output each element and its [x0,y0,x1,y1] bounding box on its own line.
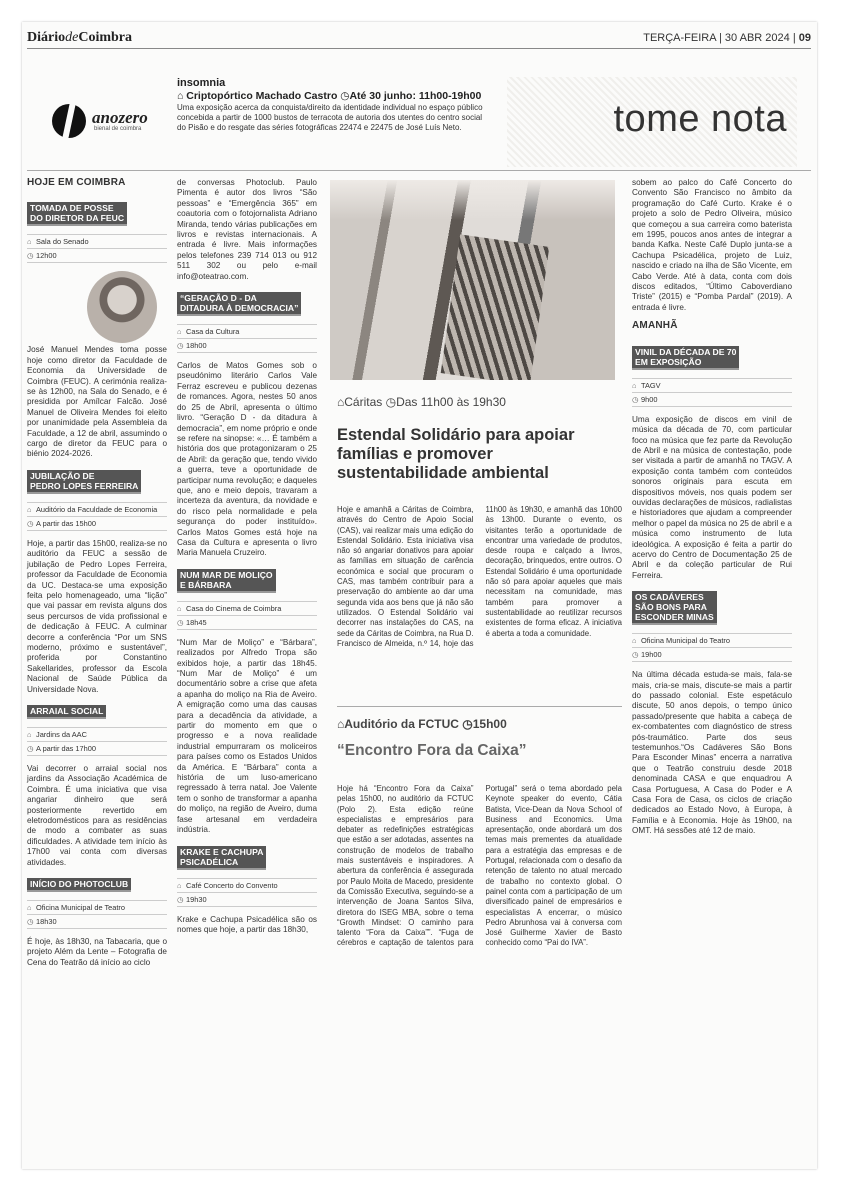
newspaper-page [22,22,817,1169]
location-icon: ⌂ [27,729,32,739]
event-time: ◷ 18h30 [27,914,167,929]
location-icon: ⌂ [177,603,182,613]
issue-date: TERÇA-FEIRA | 30 ABR 2024 | 09 [643,32,811,44]
second-article-headline: “Encontro Fora da Caixa” [337,742,527,759]
location-icon: ⌂ [337,717,345,731]
newspaper-logo: DiáriodeCoimbra [27,30,132,45]
event-time: ◷ 9h00 [632,392,792,407]
event-venue: ⌂ Oficina Municipal de Teatro [27,900,167,914]
feature-body: Hoje e amanhã a Cáritas de Coimbra, através do Centro de Apoio Social (CAS), vai realizar mais uma edição do Estendal Solidário. Esta iniciativa visa não só angariar donativos para apoiar as famílias em situação de carência económica e social que procuram o CAS, mas também contribuir para a preservação do ambiente ao dar uma segunda vida aos bens que já não são utilizados. O Estendal Solidário vai decorrer nas instalações do CAS, na sede da Cáritas de Coimbra, na Rua D. Francisco de Almeida, n.º 14, hoje das 11h00 às 19h30, e amanhã das 10h00 às 13h00. Durante o evento, os visitantes terão a oportunidade de encontrar uma variedade de produtos, desde roupa e calçado a livros, decoração, brinquedos, entre outros. O Estendal Solidário é uma oportunidade não só para apoiar aqueles que mais necessitam na comunidade, mas também para promover a sustentabilidade ao reutilizar recursos existentes de forma eficaz. A iniciativa é aberta a toda a comunidade. [337,505,622,648]
clock-icon: ◷ [340,90,350,102]
event-time: ◷ 19h00 [632,647,792,662]
event-time: ◷ 12h00 [27,248,167,263]
anozero-subtitle: bienal de coimbra [94,126,142,132]
event-text: de conversas Photoclub. Paulo Pimenta é autor dos livros “São pessoas” e “Emergência 365” em coautoria com o fotojornalista Adriano Miranda, tendo várias publicações em livros e revistas internacionais. A entrada é livre. Mais informações pelos telefones 239 714 013 ou 912 511 302 ou pelo e-mail info@oteatrao.com. [177,178,317,281]
masthead-rule [27,48,811,49]
article-divider [337,706,622,707]
column-2 [177,178,317,939]
feature-photo [330,180,615,380]
column-1 [27,178,167,972]
event-label-vinil: VINIL DA DÉCADA DE 70 EM EXPOSIÇÃO [632,346,739,370]
event-text: Na última década estuda-se mais, fala-se mais, cria-se mais, discute-se mais a partir do passado colonial. Este espetáculo discute, 50 anos depois, o tempo único passado/presente que habita a cabeça de ex-combatentes com diagnóstico de stress pós-traumático. Parte dos seus testemunhos.“Os Cadáveres São Bons Para Esconder Minas” encerra a narrativa que o Teatrão construiu desde 2018 denominada CASA e que enquadrou A Casa Portuguesa, A Casa do Poder e A Casa Fora de Casa, os ciclos de criação dedicados ao Estado Novo, à Europa, à Família e à Economia. Hoje às 19h00, na OMT. Há sessões até 12 de maio. [632,670,792,836]
event-label-krake: KRAKE E CACHUPA PSICADÉLICA [177,846,266,870]
clock-icon: ◷ [177,894,184,904]
column-4 [632,178,792,841]
clock-icon: ◷ [632,394,639,404]
clock-icon: ◷ [385,395,397,409]
feature-meta: ⌂Cáritas ◷Das 11h00 às 19h30 [337,395,506,409]
event-label-geracao-d: “GERAÇÃO D - DA DITADURA À DEMOCRACIA” [177,292,301,316]
clock-icon: ◷ [27,251,34,261]
event-time: ◷ 19h30 [177,892,317,907]
page-number: 09 [798,32,811,44]
event-text: “Num Mar de Moliço” e “Bárbara”, realizados por Alfredo Tropa são exibidos hoje, a partir das 18h45. “Num Mar de Moliço” é um documentário sobre a crise que afeta a apanha do moliço na Ria de Aveiro. A emigração como uma das causas para a decadência da atividade, a partir do momento em que o progresso e a nova realidade industrial empurraram os moliceiros para países como os Estados Unidos da América. E “Bárbara” conta a história de um luso-americano regressado à terra natal. Joe Valente tem o sonho de transformar a apanha do moliço, na região de Aveiro, duma fase artesanal em verdadeira indústria. [177,637,317,835]
location-icon: ⌂ [632,380,637,390]
event-venue: ⌂ Casa do Cinema de Coimbra [177,601,317,615]
clock-icon: ◷ [177,617,184,627]
event-label-cadaveres: OS CADÁVERES SÃO BONS PARA ESCONDER MINAS [632,591,717,625]
event-text: sobem ao palco do Café Concerto do Convento São Francisco no âmbito da programação do Café Curto. Krake é o projeto a solo de Pedro Oliveira, músico que começou a sua carreira como baterista em 1995, poucos anos antes de integrar a banda Kafka. Neste Café Duplo junta-se a Cachupa Psicadélica, projeto de Luiz, nascido e criado na ilha de São Vicente, em Cabo Verde. Até à data, conta com dois discos editados, “Último Caboverdiano Triste” (2015) e “Pomba Pardal” (2019). A entrada é livre. [632,178,792,312]
event-text: José Manuel Mendes toma posse hoje como diretor da Faculdade de Economia da Universidade de Coimbra (FEUC). A cerimónia realiza-se às 12h00, na Sala do Senado, e é presidida por Amílcar Falcão. José Manuel de Oliveira Mendes foi eleito por unanimidade pela Assembleia da Faculdade, a 12 de abril, assumindo o cargo de diretor da FEUC para o biénio 2024-2026. [27,345,167,459]
clock-icon: ◷ [177,341,184,351]
feature-headline: Estendal Solidário para apoiar famílias e promover sustentabilidade ambiental [337,426,575,482]
event-time: ◷ 18h00 [177,338,317,353]
clock-icon: ◷ [632,650,639,660]
event-venue: ⌂ Sala do Senado [27,234,167,248]
event-text: Carlos de Matos Gomes sob o pseudónimo literário Carlos Vale Ferraz escreveu e publicou dezenas de romances. Agora, nestes 50 anos do 25 de Abril, apresenta o último livro. “Geração D - da ditadura à democracia”, em nome próprio e onde se refere na sinopse: «… É também a história dos que protagonizaram o 25 de Abril: da geração que, tendo vivido a guerra, teve a oportunidade de participar numa revolução; e daqueles que, ano e meio depois, travaram a incerteza da aventura, da novidade e do risco pela normalidade e pela segurança do poder instituído». Carlos Matos Gomes está hoje na Casa da Cultura e apresenta o livro Maria Manuela Cruzeiro. [177,361,317,558]
event-text: Vai decorrer o arraial social nos jardins da Associação Académica de Coimbra. É uma iniciativa que visa angariar dinheiro que será posteriormente revertido em eletrodomésticos para as residências de modo a combater as suas dificuldades. A atividade tem início às 17h00 vai conta com diversas atividades. [27,763,167,867]
event-venue: ⌂ TAGV [632,378,792,392]
location-icon: ⌂ [27,237,32,247]
event-text: É hoje, às 18h30, na Tabacaria, que o projeto Além da Lente – Fotografia de Cena do Teatrão dá início ao ciclo [27,937,167,967]
banner-category: insomnia [177,77,226,89]
event-label-arraial: ARRAIAL SOCIAL [27,705,106,719]
location-icon: ⌂ [337,395,345,409]
banner-headline: ⌂ Criptopórtico Machado Castro ◷Até 30 junho: 11h00-19h00 [177,90,482,102]
banner-text: Uma exposição acerca da conquista/direito da identidade individual no espaço público concebida a partir de 1000 bustos de terracota de autoria dos utentes do centro social do Pisão e do resgate das séries fotográficas 22474 e 22475 de José Luís Neto. [177,103,483,132]
portrait-photo [87,271,157,343]
event-venue: ⌂ Casa da Cultura [177,324,317,338]
event-venue: ⌂ Jardins da AAC [27,727,167,741]
event-label-molico: NUM MAR DE MOLIÇO E BÁRBARA [177,569,276,593]
section-amanha: AMANHÃ [632,320,678,332]
second-article-meta: ⌂Auditório da FCTUC ◷15h00 [337,717,507,731]
event-venue: ⌂ Café Concerto do Convento [177,878,317,892]
anozero-logo-icon [52,104,86,138]
location-icon: ⌂ [177,327,182,337]
clock-icon: ◷ [27,743,34,753]
anozero-brand: anozero [92,108,148,127]
event-venue: ⌂ Auditório da Faculdade de Economia [27,502,167,516]
location-icon: ⌂ [177,880,182,890]
event-label-photoclub: INÍCIO DO PHOTOCLUB [27,878,131,892]
location-icon: ⌂ [632,636,637,646]
event-time: ◷ 18h45 [177,615,317,630]
clock-icon: ◷ [27,917,34,927]
clock-icon: ◷ [462,717,473,731]
event-text: Krake e Cachupa Psicadélica são os nomes que hoje, a partir das 18h30, [177,914,317,934]
clock-icon: ◷ [27,518,34,528]
location-pin-icon: ⌂ [177,90,187,102]
event-time: ◷ A partir das 15h00 [27,516,167,531]
event-time: ◷ A partir das 17h00 [27,741,167,756]
location-icon: ⌂ [27,504,32,514]
event-label-jubilacao: JUBILAÇÃO DE PEDRO LOPES FERREIRA [27,470,141,494]
event-label-posse: TOMADA DE POSSE DO DIRETOR DA FEUC [27,202,127,226]
banner-rule [27,170,811,171]
event-venue: ⌂ Oficina Municipal do Teatro [632,633,792,647]
event-text: Uma exposição de discos em vinil de música da década de 70, com particular foco na música que fez parte da Revolução de Abril e na música de contestação, pode ser visitada a partir de amanhã no TAGV. A exposição conta também com conteúdos sonoros originais para escuta em dispositivos móveis, nos quais podem ser ouvidas declarações de músicos, radialistas e historiadores que ajudam a compreender melhor o papel da música no 25 de abril e a música como instrumento de luta ideológica. A exposição é feita a partir do acervo do Centro de Documentação 25 de Abril e da coleção particular de Rui Ferreira. [632,414,792,580]
section-title: tome nota [613,98,787,140]
section-hoje: HOJE EM COIMBRA [27,177,126,188]
location-icon: ⌂ [27,903,32,913]
event-text: Hoje, a partir das 15h00, realiza-se no auditório da FEUC a sessão de jubilação de Pedro Lopes Ferreira, professor da Faculdade de Economia da UC. Destaca-se uma exposição feita pelo homenageado, uma “lição” que vai passar em revista alguns dos seus percursos de vida profissional e de dedicação à FEUC. A culminar decorre a conferência “Por um SNS moderno, próximo e sustentável”, proferida por Constantino Sakellarides, professor da Escola Nacional de Saúde Pública da Universidade Nova. [27,538,167,694]
second-article-body: Hoje há “Encontro Fora da Caixa” pelas 15h00, no auditório da FCTUC (Polo 2). Esta edição reúne especialistas e empresários para debater as redefinições estratégicas que estão a ser adotadas, assentes na construção de modelos de trabalho mais sustentáveis e inspiradores. A abertura da conferência é assegurada por Paulo Moita de Macedo, presidente da Comissão Executiva, seguindo-se a intervenção de Joana Santos Silva, diretora do ISEG MBA, sobre o tema “Growth Mindset: O caminho para talento “Fora da Caixa””. “Fuga de cérebros e captação de talentos para Portugal” será o tema abordado pela Keynote speaker do evento, Cátia Batista, Vice-Dean da Nova School of Business and Economics. Uma apresentação, onde abordará um dos temas mais prementes da atualidade para a estratégia das empresas e de Portugal, relacionada com o desafio da retenção de talento no atual mercado de trabalho no contexto global. O painel conta com a participação de um diversificado painel de empresários e especialistas A encerrar, o músico Pedro Abrunhosa vai à conversa com José Guilherme Xavier de Basto conhecido como “Pai do IVA”. [337,784,622,948]
